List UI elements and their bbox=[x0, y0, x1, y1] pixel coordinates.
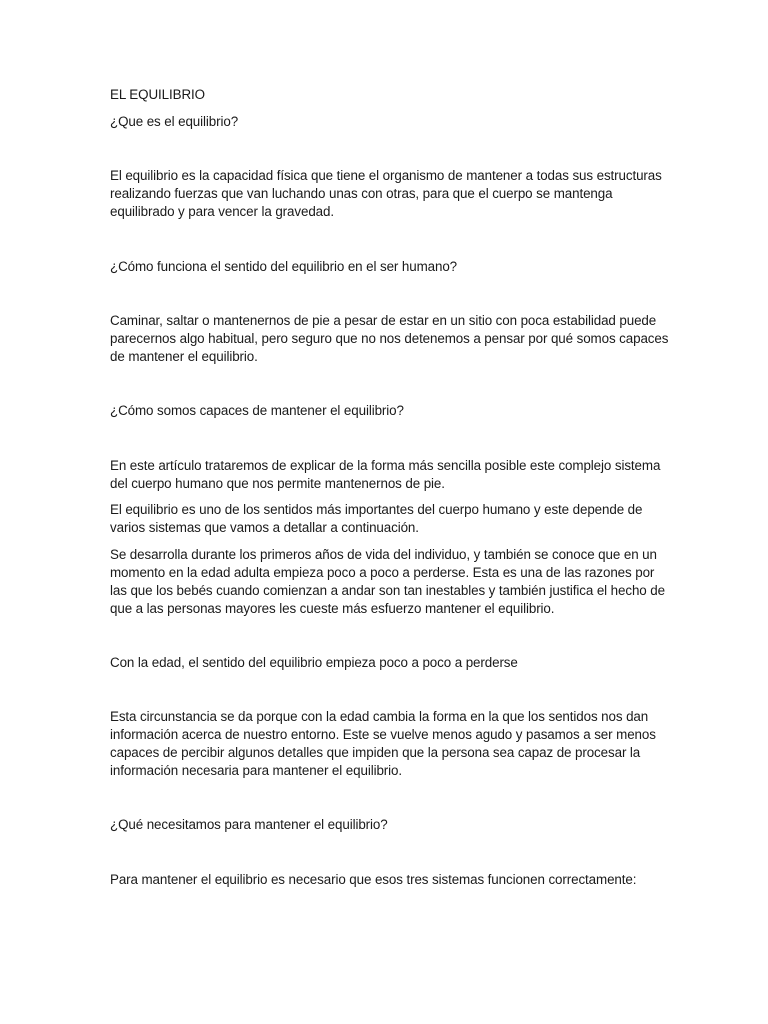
paragraph-article-intro: En este artículo trataremos de explicar de la forma más sencilla posible este complejo sistema del cuerpo humano que nos permite mantenernos de pie. bbox=[110, 458, 661, 491]
paragraph-important-sense: El equilibrio es uno de los sentidos más importantes del cuerpo humano y este depende de varios sistemas que vamos a detallar a continuación. bbox=[110, 502, 643, 535]
paragraph-everyday-balance: Caminar, saltar o mantenernos de pie a pesar de estar en un sitio con poca estabilidad puede parecernos algo habitual, pero seguro que no nos detenemos a pensar por qué somos capaces de mantener el equilibrio. bbox=[110, 313, 669, 364]
question-what-we-need: ¿Qué necesitamos para mantener el equilibrio? bbox=[110, 817, 388, 832]
paragraph-three-systems: Para mantener el equilibrio es necesario que esos tres sistemas funcionen correctamente: bbox=[110, 872, 637, 887]
document-title: EL EQUILIBRIO bbox=[110, 87, 205, 102]
paragraph-definition: El equilibrio es la capacidad física que tiene el organismo de mantener a todas sus estructuras realizando fuerzas que van luchando unas con otras, para que el cuerpo se mantenga equilibrado y para vencer la gravedad. bbox=[110, 168, 662, 219]
question-how-balance-works: ¿Cómo funciona el sentido del equilibrio en el ser humano? bbox=[110, 259, 458, 274]
heading-age-loss: Con la edad, el sentido del equilibrio empieza poco a poco a perderse bbox=[110, 655, 518, 670]
question-how-we-keep-balance: ¿Cómo somos capaces de mantener el equilibrio? bbox=[110, 403, 404, 418]
paragraph-development: Se desarrolla durante los primeros años de vida del individuo, y también se conoce que en un momento en la edad adulta empieza poco a poco a perderse. Esta es una de las razones por las que los bebés cuando comienzan a andar son tan inestables y también justifica el hecho de que a las personas mayores les cueste más esfuerzo mantener el equilibrio. bbox=[110, 547, 665, 616]
question-what-is-balance: ¿Que es el equilibrio? bbox=[110, 114, 239, 129]
paragraph-age-circumstance: Esta circunstancia se da porque con la edad cambia la forma en la que los sentidos nos dan información acerca de nuestro entorno. Este se vuelve menos agudo y pasamos a ser menos capaces de percibir algunos detalles que impiden que la persona sea capaz de procesar la información necesaria para mantener el equilibrio. bbox=[110, 709, 656, 778]
